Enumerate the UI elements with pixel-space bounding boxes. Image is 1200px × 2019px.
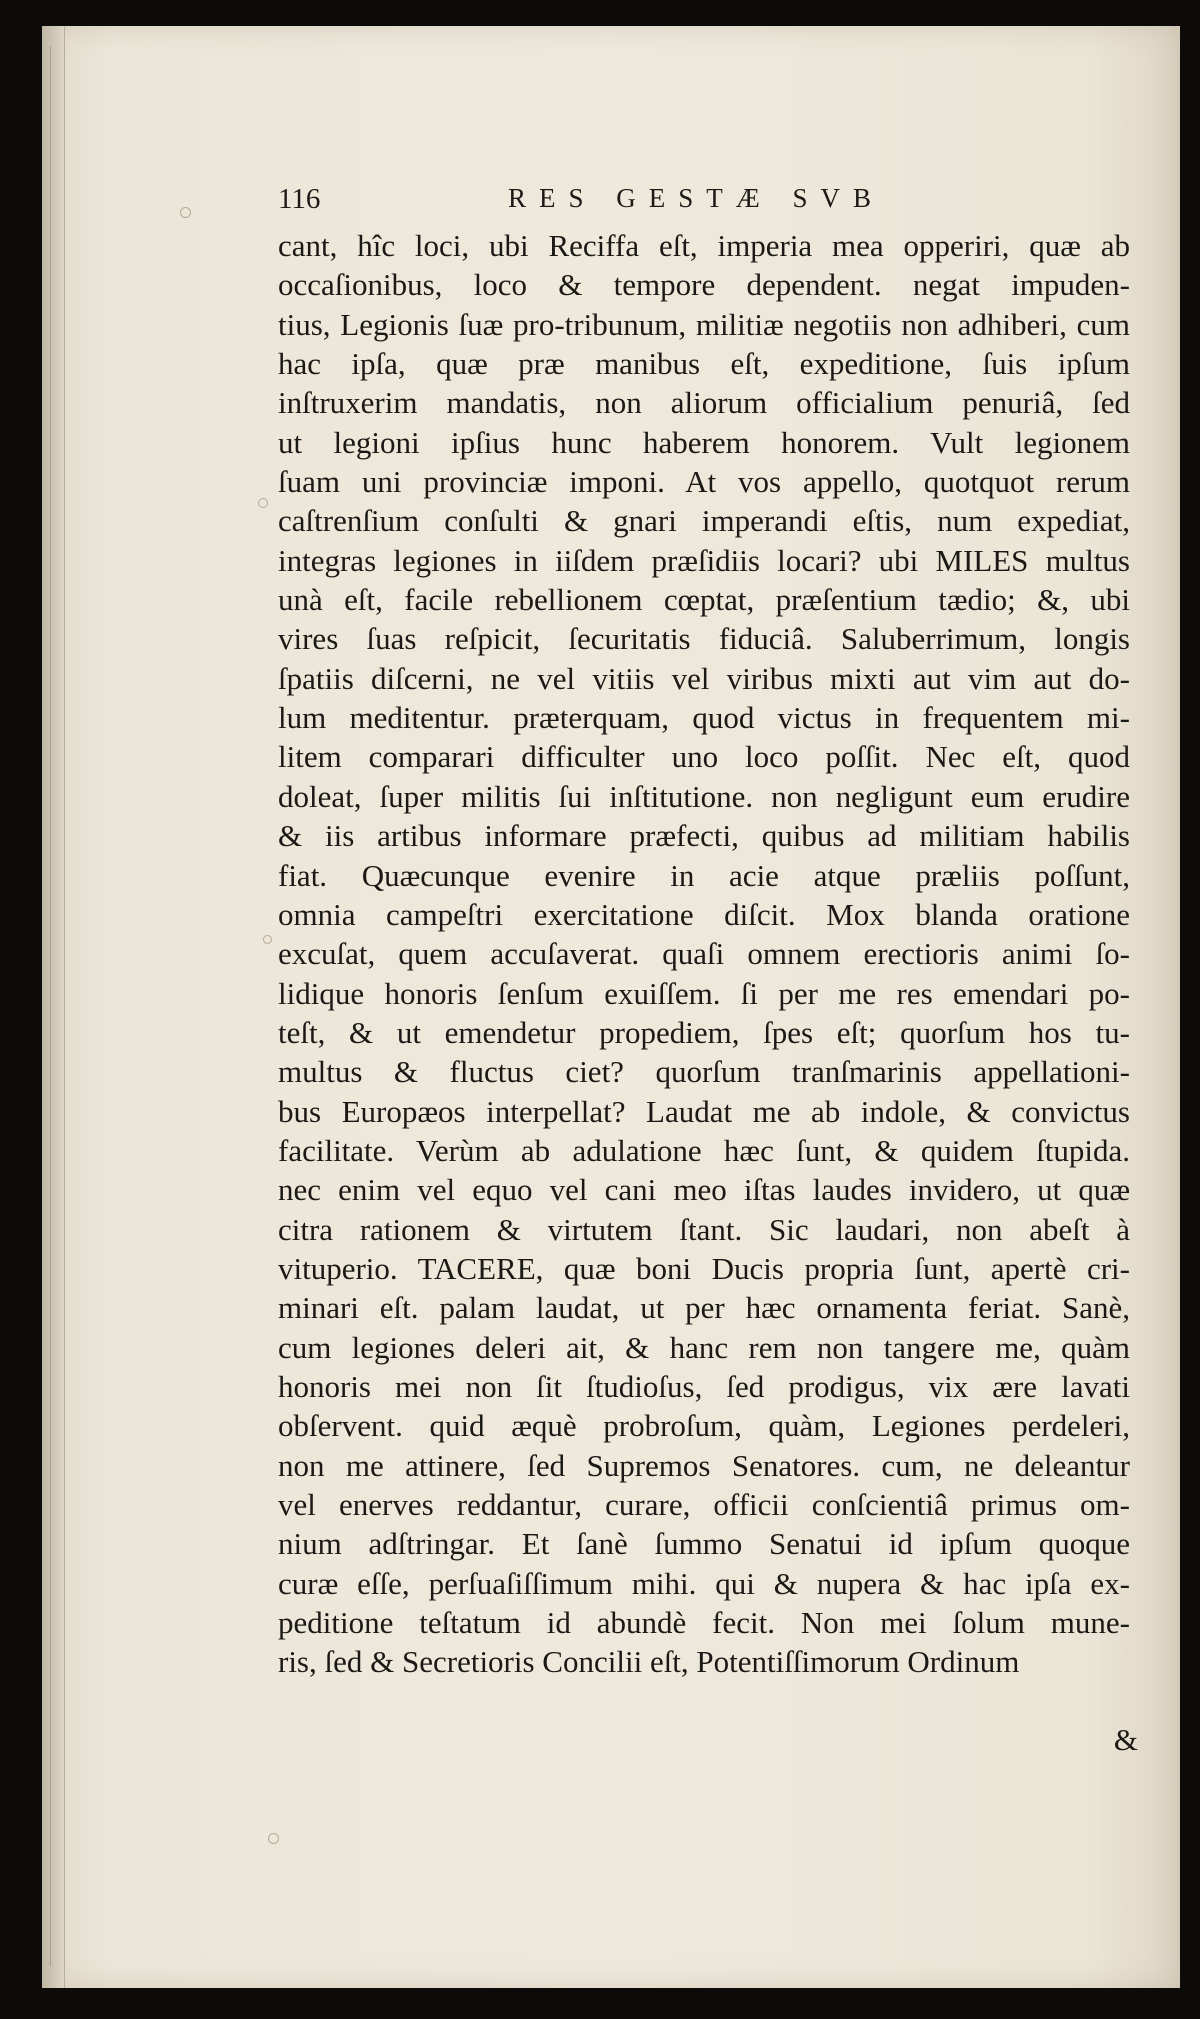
text-line: peditione teſtatum id abundè fecit. Non mei ſolum mune- — [278, 1605, 1130, 1641]
text-line: ſuam uni provinciæ imponi. At vos appello, quotquot rerum — [278, 464, 1130, 500]
text-line: honoris mei non ſit ſtudioſus, ſed prodigus, vix ære lavati — [278, 1368, 1130, 1404]
text-line: integras legiones in iiſdem præſidiis locari? ubi MILES multus — [278, 542, 1130, 578]
text-line: nium adſtringar. Et ſanè ſummo Senatui id ipſum quoque — [278, 1526, 1130, 1562]
text-line: unà eſt, facile rebellionem cœptat, præſentium tædio; &, ubi — [278, 582, 1130, 618]
text-line: tius, Legionis ſuæ pro-tribunum, militiæ negotiis non adhiberi, cum — [278, 306, 1130, 342]
text-line: obſervent. quid æquè probroſum, quàm, Legiones perdeleri, — [278, 1408, 1130, 1444]
text-line: ſpatiis diſcerni, ne vel vitiis vel viribus mixti aut vim aut do- — [278, 660, 1130, 696]
body-text — [278, 226, 1130, 1682]
text-line: ut legioni ipſius hunc haberem honorem. Vult legionem — [278, 424, 1130, 460]
text-line: lidique honoris ſenſum exuiſſem. ſi per me res emendari po- — [278, 975, 1130, 1011]
text-line: nec enim vel equo vel cani meo iſtas laudes invidero, ut quæ — [278, 1172, 1130, 1208]
text-line: teſt, & ut emendetur propediem, ſpes eſt; quorſum hos tu- — [278, 1014, 1130, 1050]
text-line: curæ eſſe, perſuaſiſſimum mihi. qui & nupera & hac ipſa ex- — [278, 1565, 1130, 1601]
page-binding-edge — [42, 26, 65, 1988]
text-line: omnia campeſtri exercitatione diſcit. Mox blanda oratione — [278, 896, 1130, 932]
text-line: cum legiones deleri ait, & hanc rem non tangere me, quàm — [278, 1329, 1130, 1365]
text-line: occaſionibus, loco & tempore dependent. negat impuden- — [278, 267, 1130, 303]
text-line: litem comparari difficulter uno loco poſſit. Nec eſt, quod — [278, 739, 1130, 775]
text-line: vel enerves reddantur, curare, officii conſcientiâ primus om- — [278, 1487, 1130, 1522]
page-number: 116 — [278, 183, 321, 215]
paper-speck — [268, 1833, 279, 1844]
gutter-line — [50, 46, 51, 1966]
text-line: cant, hîc loci, ubi Reciffa eſt, imperia mea opperiri, quæ ab — [278, 228, 1130, 263]
text-line: multus & fluctus ciet? quorſum tranſmarinis appellationi- — [278, 1054, 1130, 1090]
text-line: vires ſuas reſpicit, ſecuritatis fiduciâ. Saluberrimum, longis — [278, 621, 1130, 657]
text-line: doleat, ſuper militis ſui inſtitutione. non negligunt eum erudire — [278, 778, 1130, 814]
text-line: facilitate. Verùm ab adulatione hæc ſunt, & quidem ſtupida. — [278, 1132, 1130, 1168]
text-line: ris, ſed & Secretioris Concilii eſt, Potentiſſimorum Ordinum — [278, 1644, 1020, 1680]
text-line: & iis artibus informare præfecti, quibus ad militiam habilis — [278, 818, 1130, 854]
text-line: bus Europæos interpellat? Laudat me ab indole, & convictus — [278, 1093, 1130, 1129]
text-line: inſtruxerim mandatis, non aliorum officialium penuriâ, ſed — [278, 385, 1130, 421]
text-line: hac ipſa, quæ præ manibus eſt, expeditione, ſuis ipſum — [278, 346, 1130, 382]
text-line: excuſat, quem accuſaverat. quaſi omnem erectioris animi ſo- — [278, 936, 1130, 972]
running-head-title: RES GESTÆ SVB — [508, 183, 885, 213]
text-line: non me attinere, ſed Supremos Senatores. cum, ne deleantur — [278, 1447, 1130, 1483]
running-head — [278, 183, 1128, 223]
text-line: minari eſt. palam laudat, ut per hæc ornamenta feriat. Sanè, — [278, 1290, 1130, 1326]
text-line: lum meditentur. præterquam, quod victus in frequentem mi- — [278, 700, 1130, 736]
text-line: vituperio. TACERE, quæ boni Ducis propria ſunt, apertè cri- — [278, 1250, 1130, 1286]
paper-speck — [263, 935, 272, 944]
catchword: & — [1113, 1722, 1138, 1757]
paper-speck — [180, 207, 191, 218]
paper-speck — [258, 498, 268, 508]
text-line: fiat. Quæcunque evenire in acie atque præliis poſſunt, — [278, 857, 1130, 893]
text-line: caſtrenſium conſulti & gnari imperandi eſtis, num expediat, — [278, 503, 1130, 539]
text-line: citra rationem & virtutem ſtant. Sic laudari, non abeſt à — [278, 1211, 1130, 1247]
